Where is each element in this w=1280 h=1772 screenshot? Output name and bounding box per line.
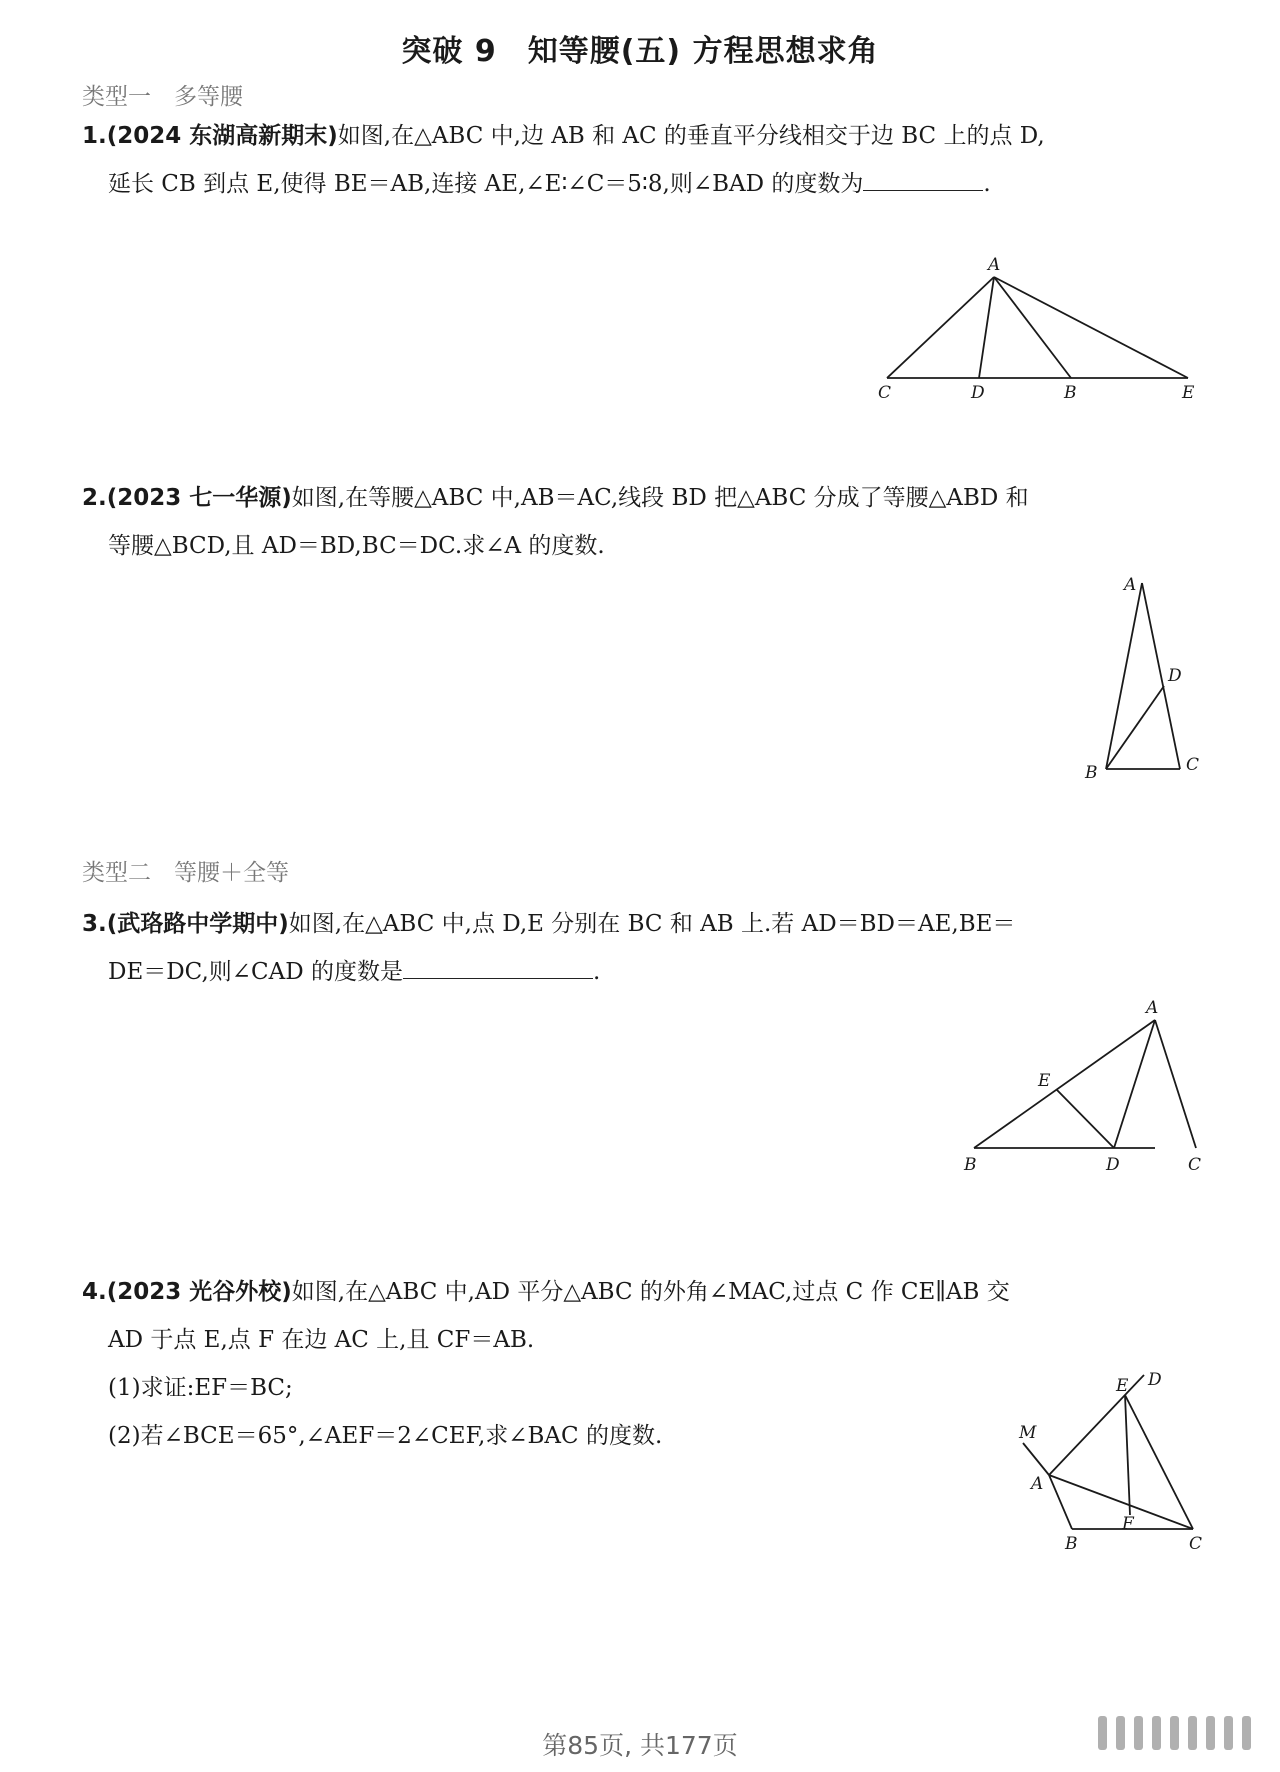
answer-blank bbox=[863, 165, 983, 191]
figure-problem-4 bbox=[1005, 1365, 1235, 1569]
label-B: B bbox=[964, 1155, 977, 1175]
label-C: C bbox=[878, 383, 892, 403]
problem-text-line2: 延长 CB 到点 E,使得 BE＝AB,连接 AE,∠E∶∠C＝5∶8,则∠BAD 的度数为 bbox=[108, 171, 864, 197]
problem-number: 2. bbox=[82, 485, 107, 511]
label-D: D bbox=[971, 383, 985, 403]
problem-part-1: (1)求证:EF＝BC; bbox=[108, 1375, 293, 1401]
segment-BA bbox=[974, 1020, 1155, 1148]
problem-text-line1: 如图,在等腰△ABC 中,AB＝AC,线段 BD 把△ABC 分成了等腰△ABD 和 bbox=[291, 485, 1029, 511]
problem-text-line1: 如图,在△ABC 中,点 D,E 分别在 BC 和 AB 上.若 AD＝BD＝AE,BE＝ bbox=[288, 911, 1016, 937]
segment-ED bbox=[1057, 1090, 1114, 1148]
problem-2 bbox=[82, 474, 1207, 570]
triangle-diagram bbox=[1005, 1365, 1235, 1565]
problem-text-line2: AD 于点 E,点 F 在边 AC 上,且 CF＝AB. bbox=[108, 1327, 535, 1353]
watermark-logo bbox=[1098, 1716, 1258, 1750]
page-title: 突破 9 知等腰(五) 方程思想求角 bbox=[401, 34, 879, 69]
page-indicator: 第85页, 共177页 bbox=[542, 1731, 738, 1760]
label-E: E bbox=[1116, 1376, 1129, 1396]
problem-text-end: . bbox=[983, 171, 991, 197]
figure-problem-2 bbox=[1070, 570, 1210, 789]
label-C: C bbox=[1188, 1155, 1202, 1175]
segment-AD bbox=[1114, 1020, 1155, 1148]
label-D: D bbox=[1148, 1370, 1162, 1390]
segment-AC bbox=[887, 277, 994, 378]
segment-AC bbox=[1155, 1020, 1196, 1148]
answer-blank bbox=[403, 953, 593, 979]
label-E: E bbox=[1182, 383, 1195, 403]
segment-EC bbox=[1125, 1395, 1193, 1529]
problem-source: (武珞路中学期中) bbox=[106, 911, 289, 937]
problem-text-line2: 等腰△BCD,且 AD＝BD,BC＝DC.求∠A 的度数. bbox=[108, 533, 605, 559]
segment-AB bbox=[994, 277, 1071, 378]
problem-part-2: (2)若∠BCE＝65°,∠AEF＝2∠CEF,求∠BAC 的度数. bbox=[108, 1423, 663, 1449]
problem-text-line1: 如图,在△ABC 中,AD 平分△ABC 的外角∠MAC,过点 C 作 CE∥AB 交 bbox=[291, 1279, 1010, 1305]
label-C: C bbox=[1186, 755, 1200, 775]
segment-AC bbox=[1049, 1475, 1193, 1529]
problem-number: 4. bbox=[82, 1279, 107, 1305]
section-heading-type-1: 类型一 多等腰 bbox=[82, 84, 243, 110]
segment-AE bbox=[994, 277, 1188, 378]
label-F: F bbox=[1122, 1514, 1134, 1534]
triangle-diagram bbox=[960, 995, 1210, 1175]
segment-AD bbox=[979, 277, 994, 378]
triangle-diagram bbox=[860, 250, 1200, 403]
label-A: A bbox=[1146, 998, 1159, 1018]
problem-source: (2023 七一华源) bbox=[106, 485, 292, 511]
label-M: M bbox=[1019, 1423, 1037, 1443]
label-E: E bbox=[1038, 1071, 1051, 1091]
section-heading-type-2: 类型二 等腰＋全等 bbox=[82, 860, 289, 886]
label-A: A bbox=[988, 255, 1001, 275]
problem-text-end: . bbox=[593, 959, 601, 985]
label-C: C bbox=[1189, 1534, 1203, 1554]
label-D: D bbox=[1168, 666, 1182, 686]
figure-problem-3 bbox=[960, 995, 1210, 1179]
segment-AD bbox=[1049, 1375, 1144, 1475]
problem-number: 1. bbox=[82, 123, 107, 149]
label-B: B bbox=[1065, 1534, 1078, 1554]
label-B: B bbox=[1085, 763, 1098, 783]
segment-AB bbox=[1106, 583, 1142, 769]
label-A: A bbox=[1124, 575, 1137, 595]
segment-AM bbox=[1023, 1443, 1049, 1475]
segment-EF bbox=[1125, 1395, 1130, 1515]
problem-text-line1: 如图,在△ABC 中,边 AB 和 AC 的垂直平分线相交于边 BC 上的点 D, bbox=[337, 123, 1045, 149]
figure-problem-1 bbox=[860, 250, 1200, 404]
problem-number: 3. bbox=[82, 911, 107, 937]
problem-source: (2024 东湖高新期末) bbox=[106, 123, 338, 149]
label-A: A bbox=[1031, 1474, 1044, 1494]
problem-1 bbox=[82, 112, 1207, 208]
problem-source: (2023 光谷外校) bbox=[106, 1279, 292, 1305]
label-B: B bbox=[1064, 383, 1077, 403]
problem-text-line2: DE＝DC,则∠CAD 的度数是 bbox=[108, 959, 403, 985]
triangle-diagram bbox=[1070, 570, 1210, 785]
label-D: D bbox=[1106, 1155, 1120, 1175]
problem-3 bbox=[82, 900, 1207, 996]
